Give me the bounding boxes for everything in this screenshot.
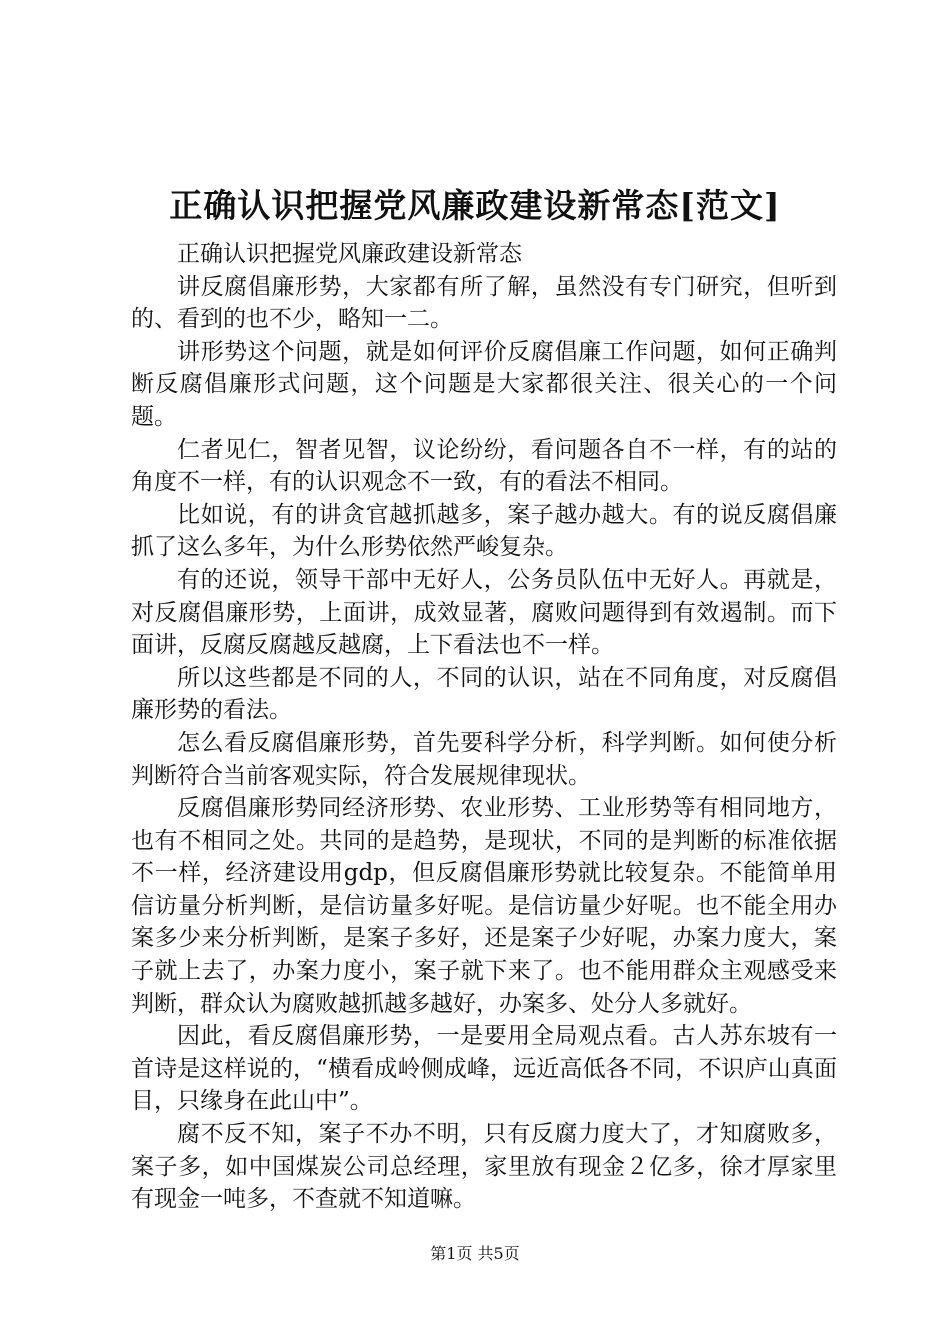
paragraph: 因此，看反腐倡廉形势，一是要用全局观点看。古人苏东坡有一首诗是这样说的，“横看成岭侧成峰，远近高低各不同，不识庐山真面目，只缘身在此山中”。 bbox=[131, 1023, 837, 1115]
paragraph: 讲形势这个问题，就是如何评价反腐倡廉工作问题，如何正确判断反腐倡廉形式问题，这个问题是大家都很关注、很关心的一个问题。 bbox=[131, 338, 837, 430]
document-title: 正确认识把握党风廉政建设新常态[范文] bbox=[169, 186, 781, 225]
paragraph: 怎么看反腐倡廉形势，首先要科学分析，科学判断。如何使分析判断符合当前客观实际，符合发展规律现状。 bbox=[131, 729, 837, 789]
paragraph: 讲反腐倡廉形势，大家都有所了解，虽然没有专门研究，但听到的、看到的也不少，略知一二。 bbox=[131, 273, 837, 333]
paragraph: 腐不反不知，案子不办不明，只有反腐力度大了，才知腐败多，案子多，如中国煤炭公司总经理，家里放有现金２亿多，徐才厚家里有现金一吨多，不查就不知道嘛。 bbox=[131, 1121, 837, 1213]
paragraph: 正确认识把握党风廉政建设新常态 bbox=[177, 241, 522, 267]
paragraph: 所以这些都是不同的人，不同的认识，站在不同角度，对反腐倡廉形势的看法。 bbox=[131, 664, 837, 724]
paragraph: 反腐倡廉形势同经济形势、农业形势、工业形势等有相同地方，也有不相同之处。共同的是趋势，是现状，不同的是判断的标准依据不一样，经济建设用gdp，但反腐倡廉形势就比较复杂。不能简单用信访量分析判断，是信访量多好呢。是信访量少好呢。也不能全用办案多少来分析判断，是案子多好，还是案子少好呢，办案力度大，案子就上去了，办案力度小，案子就下来了。也不能用群众主观感受来判断，群众认为腐败越抓越多越好，办案多、处分人多就好。 bbox=[131, 795, 837, 1017]
paragraph: 有的还说，领导干部中无好人，公务员队伍中无好人。再就是，对反腐倡廉形势，上面讲，成效显著，腐败问题得到有效遏制。而下面讲，反腐反腐越反越腐，上下看法也不一样。 bbox=[131, 566, 837, 659]
paragraph: 仁者见仁，智者见智，议论纷纷，看问题各自不一样，有的站的角度不一样，有的认识观念不一致，有的看法不相同。 bbox=[131, 436, 837, 496]
paragraph: 比如说，有的讲贪官越抓越多，案子越办越大。有的说反腐倡廉抓了这么多年，为什么形势依然严峻复杂。 bbox=[131, 501, 837, 561]
document-body bbox=[131, 238, 837, 1216]
page-number-footer: 第1页 共5页 bbox=[430, 1244, 520, 1263]
